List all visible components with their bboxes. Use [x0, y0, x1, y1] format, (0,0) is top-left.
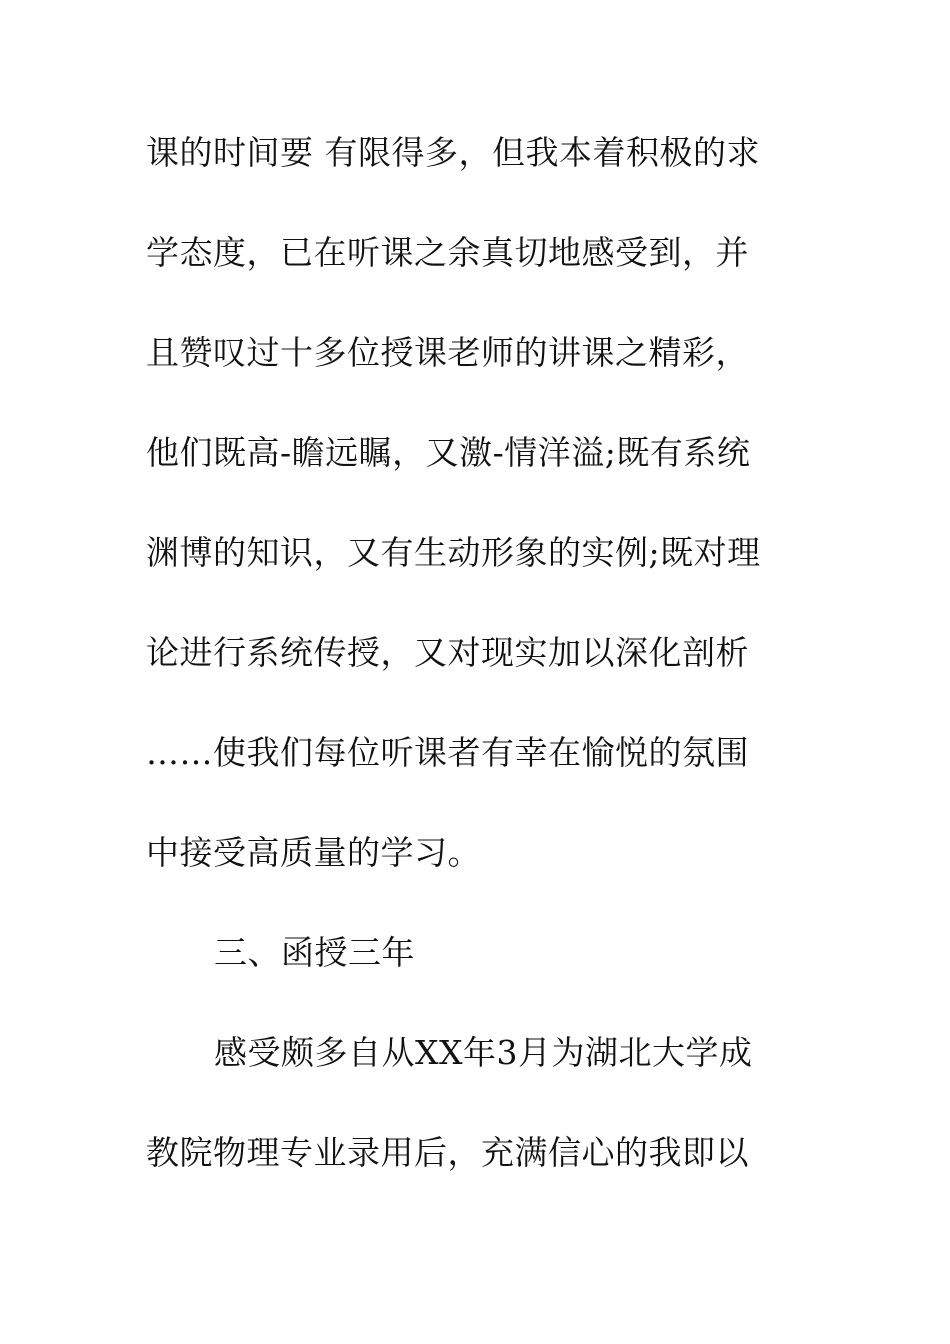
text-line: 教院物理专业录用后，充满信心的我即以	[146, 1133, 749, 1172]
text-line: 且赞叹过十多位授课老师的讲课之精彩，	[146, 333, 749, 372]
text-line: 感受颇多自从XX年3月为湖北大学成	[214, 1033, 753, 1072]
text-line: 中接受高质量的学习。	[146, 833, 481, 872]
text-line: 论进行系统传授，又对现实加以深化剖析	[146, 633, 749, 672]
text-line: 他们既高-瞻远瞩，又激-情洋溢;既有系统	[146, 433, 751, 472]
text-line: 学态度，已在听课之余真切地感受到，并	[146, 233, 749, 272]
text-line: 课的时间要 有限得多，但我本着积极的求	[146, 133, 760, 172]
text-line: 渊博的知识，又有生动形象的实例;既对理	[146, 533, 761, 572]
section-heading: 三、函授三年	[214, 933, 415, 972]
text-line: ……使我们每位听课者有幸在愉悦的氛围	[146, 733, 749, 772]
